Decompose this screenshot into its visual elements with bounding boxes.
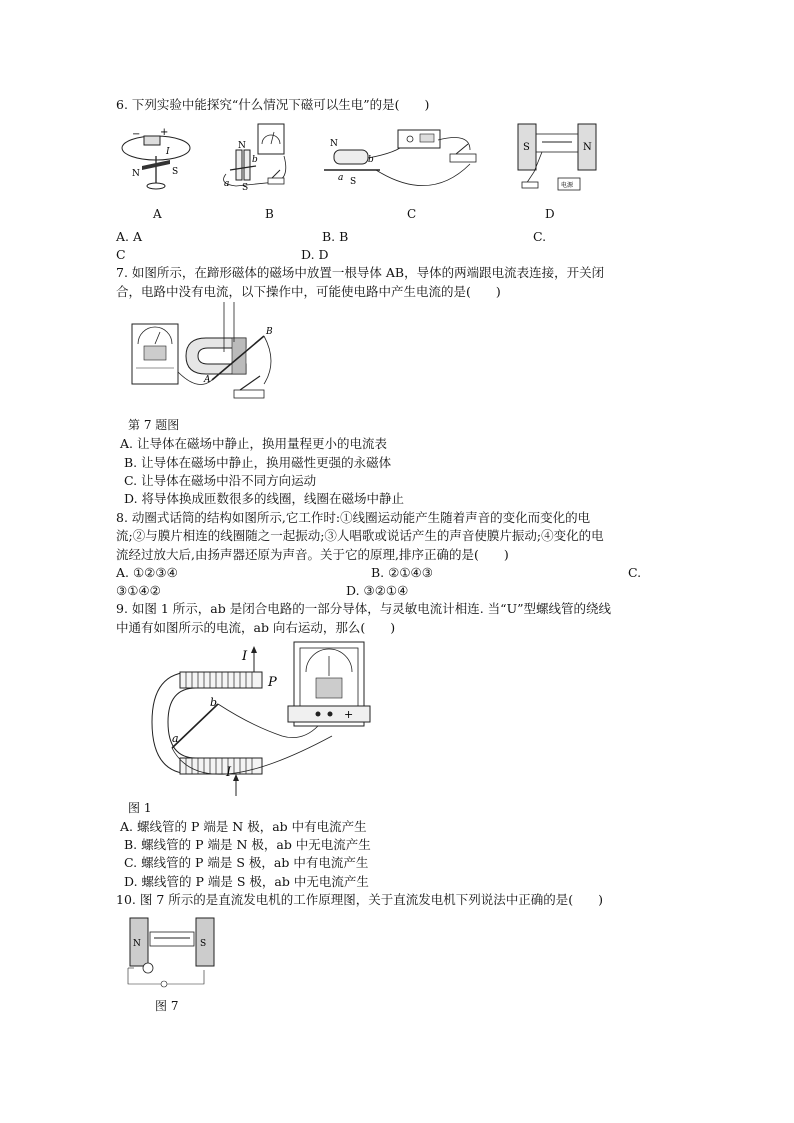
q9-option-b[interactable]: B. 螺线管的 P 端是 N 极，ab 中无电流产生	[124, 837, 371, 852]
q6-a-plus: +	[160, 127, 169, 138]
q6-fig-label-c: C	[407, 207, 417, 221]
q6-b-n: N	[238, 141, 246, 151]
q6-a-minus: −	[132, 129, 141, 140]
q6-c-n: N	[330, 139, 338, 149]
q6-figure-c	[320, 124, 490, 196]
q6-b-b: b	[252, 155, 258, 165]
q8-option-d[interactable]: D. ③②①④	[346, 583, 409, 598]
q9-line1: 9. 如图 1 所示，ab 是闭合电路的一部分导体，与灵敏电流计相连. 当“U”型螺线管的绕线	[116, 601, 611, 616]
q9-option-a[interactable]: A. 螺线管的 P 端是 N 极，ab 中有电流产生	[120, 819, 367, 834]
q6-b-s: S	[242, 183, 249, 193]
q6-d-box: 电源	[561, 182, 574, 189]
q9-fig-i-top: I	[242, 649, 248, 664]
q8-option-c-cont: ③①④②	[116, 583, 161, 598]
q7-fig-a: A	[204, 375, 211, 385]
q9-fig-b: b	[210, 696, 218, 709]
q6-c-a: a	[338, 173, 344, 183]
q10-fig-s: S	[200, 939, 207, 949]
q6-fig-label-b: B	[265, 207, 274, 221]
q9-option-d[interactable]: D. 螺线管的 P 端是 S 极，ab 中无电流产生	[124, 874, 369, 889]
q8-line1: 8. 动圈式话筒的结构如图所示,它工作时:①线圈运动能产生随着声音的变化而变化的电	[116, 510, 591, 525]
q6-option-c-cont: C	[116, 247, 126, 262]
q6-a-n: N	[132, 169, 140, 179]
q8-line3: 流经过放大后,由扬声器还原为声音。关于它的原理,排序正确的是( )	[116, 547, 509, 562]
q8-option-c[interactable]: C.	[628, 565, 642, 580]
q6-option-b[interactable]: B. B	[322, 229, 349, 244]
q6-fig-label-a: A	[153, 207, 162, 221]
q9-fig-a: a	[172, 732, 179, 745]
q6-d-s: S	[523, 142, 530, 153]
q6-a-s: S	[172, 167, 179, 177]
q7-stem-line1: 7. 如图所示，在蹄形磁体的磁场中放置一根导体 AB，导体的两端跟电流表连接，开关闭	[116, 265, 605, 280]
q7-fig-b: B	[266, 327, 273, 337]
q8-option-b[interactable]: B. ②①④③	[371, 565, 433, 580]
q7-option-d[interactable]: D. 将导体换成匝数很多的线圈，线圈在磁场中静止	[124, 491, 405, 506]
q6-b-a: a	[224, 179, 230, 189]
q6-a-i: I	[166, 147, 170, 157]
q6-c-s: S	[350, 177, 357, 187]
q10-figure	[124, 912, 224, 990]
q6-option-d[interactable]: D. D	[301, 247, 329, 262]
q6-option-c[interactable]: C.	[533, 229, 547, 244]
q6-figure-a	[116, 126, 196, 196]
q10-fig-caption: 图 7	[155, 999, 179, 1013]
q7-option-b[interactable]: B. 让导体在磁场中静止，换用磁性更强的永磁体	[124, 455, 392, 470]
q6-option-a[interactable]: A. A	[116, 229, 143, 244]
q7-figure	[128, 302, 288, 412]
svg-text:+: +	[344, 708, 354, 721]
q6-d-n: N	[583, 142, 592, 153]
q6-stem: 6. 下列实验中能探究“什么情况下磁可以生电”的是( )	[116, 97, 430, 112]
q9-fig-p: P	[268, 675, 277, 690]
q7-fig-caption: 第 7 题图	[128, 418, 180, 432]
q8-line2: 流;②与膜片相连的线圈随之一起振动;③人唱歌或说话产生的声音使膜片振动;④变化的电	[116, 528, 604, 543]
q9-line2: 中通有如图所示的电流，ab 向右运动，那么( )	[116, 620, 396, 635]
q9-fig-caption: 图 1	[128, 801, 152, 815]
q6-figure-b	[216, 122, 306, 194]
q6-figure-d	[512, 120, 604, 196]
q7-stem-line2: 合，电路中没有电流，以下操作中，可能使电路中产生电流的是( )	[116, 284, 501, 299]
q9-fig-i-bottom: I	[226, 765, 232, 780]
q8-option-a[interactable]: A. ①②③④	[116, 565, 178, 580]
q9-option-c[interactable]: C. 螺线管的 P 端是 S 极，ab 中有电流产生	[124, 855, 369, 870]
q7-option-a[interactable]: A. 让导体在磁场中静止，换用量程更小的电流表	[120, 436, 387, 451]
q6-c-b: b	[368, 155, 374, 165]
q7-option-c[interactable]: C. 让导体在磁场中沿不同方向运动	[124, 473, 317, 488]
q10-stem: 10. 图 7 所示的是直流发电机的工作原理图，关于直流发电机下列说法中正确的是( )	[116, 892, 604, 907]
q6-fig-label-d: D	[545, 207, 555, 221]
q9-figure	[132, 636, 382, 796]
q10-fig-n: N	[133, 939, 141, 949]
